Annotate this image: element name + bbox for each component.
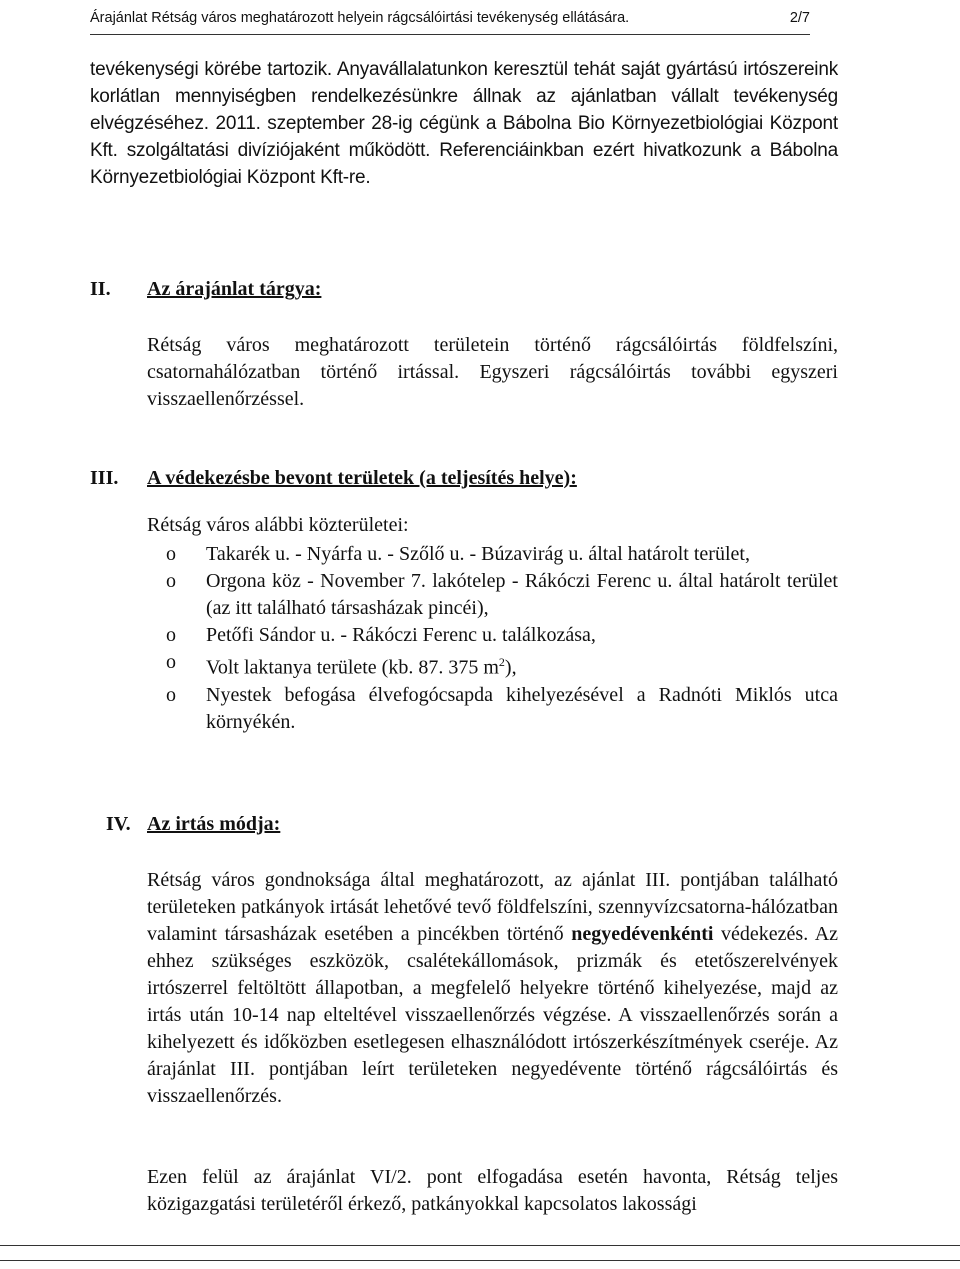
section-3-number: III. [90, 467, 119, 489]
list-item [147, 682, 838, 736]
section-3-intro: Rétság város alábbi közterületei: [147, 514, 409, 536]
paragraph-text: védekezés. Az ehhez szükséges eszközök, csalétekállomások, prizmák és etetőszerelvények irtószerrel feltöltött állapotban, a megfelelő helyekre történő kihelyezése, majd az irtás után 10-14 nap elteltével visszaellenőrzés végzése. A visszaellenőrzés során a kihelyezett és időközben esetlegesen elhasználódott irtószerkészítmények cseréje. Az árajánlat III. pontjában leírt területeken negyedévente történő rágcsálóirtás és visszaellenőrzés. [147, 923, 839, 1107]
section-3-title: A védekezésbe bevont területek (a teljesítés helye): [147, 467, 577, 489]
header-title: Árajánlat Rétság város meghatározott helyein rágcsálóirtási tevékenység ellátására. [90, 10, 630, 26]
bullet-marker: o [166, 570, 176, 592]
list-item [147, 541, 838, 568]
bullet-marker: o [166, 651, 176, 673]
list-item-tail: ), [504, 656, 517, 679]
list-item [147, 649, 838, 682]
list-item-text: Petőfi Sándor u. - Rákóczi Ferenc u. találkozása, [206, 624, 596, 646]
bullet-marker: o [166, 543, 176, 565]
paragraph-text: Rétság város gondnoksága által meghatározott, az ajánlat III. pontjában található területeken patkányok irtását lehetővé tevő földfelszíni, szennyvízcsatorna-hálózatban valamint társasházak esetében a pincékben történő [147, 869, 838, 945]
section-4-paragraph-1 [147, 867, 838, 1110]
footer-rule [0, 1260, 960, 1261]
list-item-text: Volt laktanya területe (kb. 87. 375 m [206, 656, 499, 679]
section-4-title: Az irtás módja: [147, 813, 281, 835]
list-item-text: Nyestek befogása élvefogócsapda kihelyezésével a Radnóti Miklós utca környékén. [206, 683, 838, 733]
section-4-paragraph-2: Ezen felül az árajánlat VI/2. pont elfogadása esetén havonta, Rétság teljes közigazgatási területéről érkező, patkányokkal kapcsolatos lakossági [147, 1166, 838, 1215]
page-header [90, 4, 810, 35]
footer-rule [0, 1245, 960, 1246]
emphasis-text: negyedévenkénti [571, 923, 714, 945]
bullet-marker: o [166, 624, 176, 646]
section-4-number: IV. [106, 813, 131, 835]
list-item-text: Takarék u. - Nyárfa u. - Szőlő u. - Búzavirág u. által határolt terület, [206, 543, 750, 565]
section-2-title: Az árajánlat tárgya: [147, 278, 322, 300]
area-list [147, 541, 838, 736]
bullet-marker: o [166, 683, 176, 706]
list-item-text: Orgona köz - November 7. lakótelep - Rákóczi Ferenc u. által határolt terület (az itt található társasházak pincéi), [206, 570, 838, 619]
section-2-number: II. [90, 278, 111, 300]
list-item [147, 568, 838, 622]
list-item [147, 622, 838, 649]
section-2-text: Rétság város meghatározott területein történő rágcsálóirtás földfelszíni, csatornahálózatban történő irtással. Egyszeri rágcsálóirtás további egyszeri visszaellenőrzéssel. [147, 334, 838, 410]
page-number: 2/7 [789, 10, 810, 26]
superscript: 2 [498, 655, 505, 669]
intro-paragraph: tevékenységi körébe tartozik. Anyavállalatunkon keresztül tehát saját gyártású irtószereink korlátlan mennyiségben rendelkezésünkre állnak az ajánlatban vállalt tevékenység elvégzéséhez. 2011. szeptember 28-ig cégünk a Bábolna Bio Környezetbiológiai Központ Kft. szolgáltatási divíziójaként működött. Referenciáinkban ezért hivatkozunk a Bábolna Környezetbiológiai Központ Kft-re. [90, 59, 838, 188]
